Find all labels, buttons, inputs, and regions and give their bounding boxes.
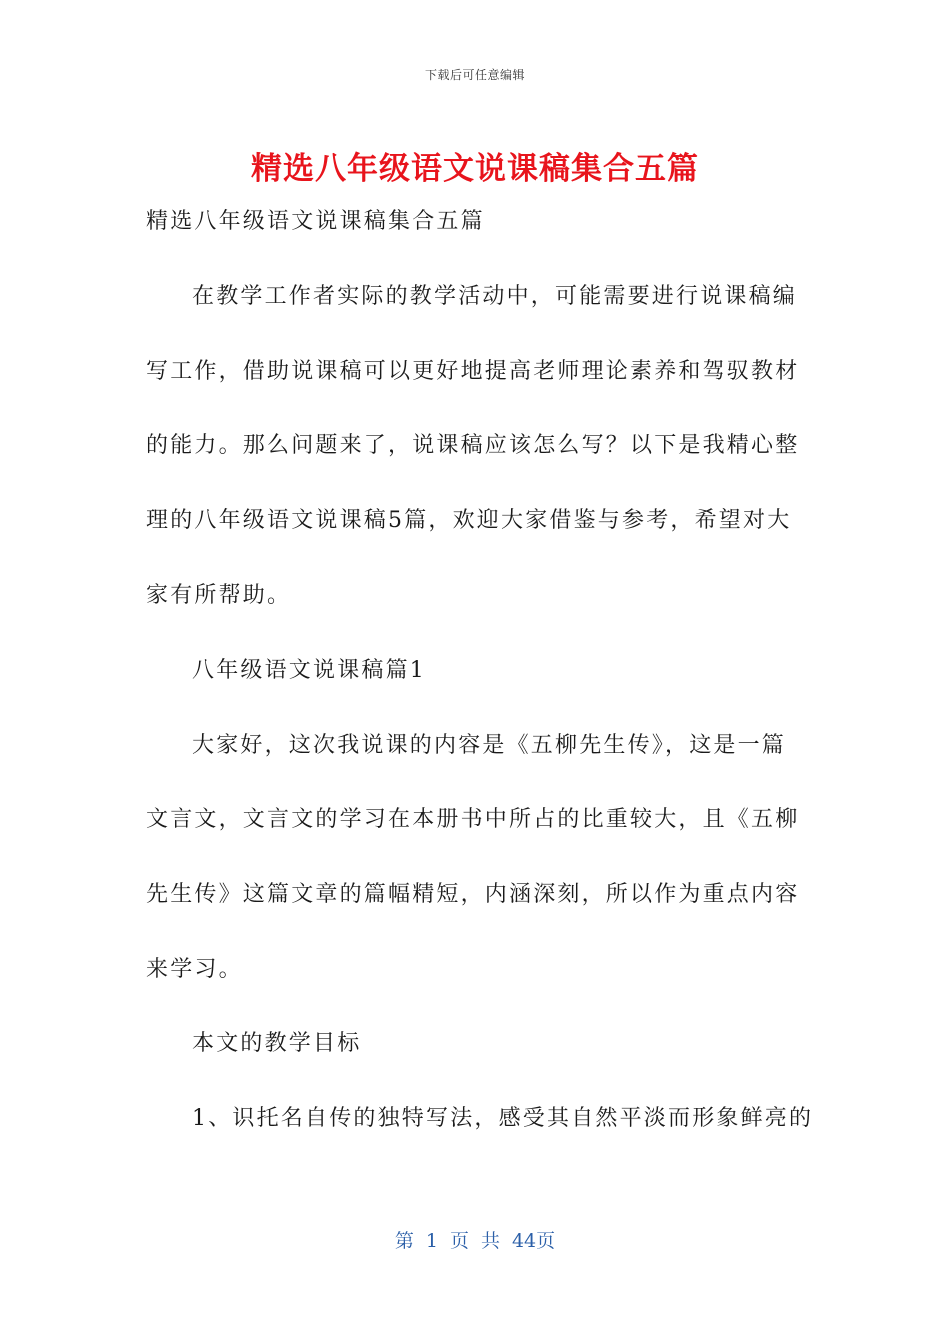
paragraph-line: 先生传》这篇文章的篇幅精短，内涵深刻，所以作为重点内容	[146, 882, 800, 907]
total-pages: 44页	[511, 1230, 556, 1252]
section-heading: 八年级语文说课稿篇1	[192, 658, 426, 683]
paragraph-line: 来学习。	[146, 957, 243, 982]
page-label: 第	[394, 1230, 414, 1252]
subtitle-line: 精选八年级语文说课稿集合五篇	[146, 209, 485, 234]
page-unit: 页	[449, 1230, 469, 1252]
paragraph-line: 理的八年级语文说课稿5篇，欢迎大家借鉴与参考，希望对大	[146, 508, 792, 533]
paragraph-line: 大家好，这次我说课的内容是《五柳先生传》，这是一篇	[192, 733, 787, 758]
paragraph-line: 在教学工作者实际的教学活动中，可能需要进行说课稿编	[192, 284, 798, 309]
page-footer	[0, 1226, 950, 1253]
paragraph-line: 写工作，借助说课稿可以更好地提高老师理论素养和驾驭教材	[146, 359, 800, 384]
header-note: 下载后可任意编辑	[424, 68, 525, 82]
paragraph-line: 家有所帮助。	[146, 583, 292, 608]
document-title: 精选八年级语文说课稿集合五篇	[251, 151, 699, 187]
page-number: 1	[425, 1230, 438, 1252]
section-heading: 本文的教学目标	[192, 1031, 362, 1056]
total-label: 共	[480, 1230, 500, 1252]
paragraph-line: 的能力。那么问题来了，说课稿应该怎么写？以下是我精心整	[146, 433, 800, 458]
paragraph-line: 文言文，文言文的学习在本册书中所占的比重较大，且《五柳	[146, 807, 800, 832]
paragraph-line: 1、识托名自传的独特写法，感受其自然平淡而形象鲜亮的	[192, 1106, 814, 1131]
